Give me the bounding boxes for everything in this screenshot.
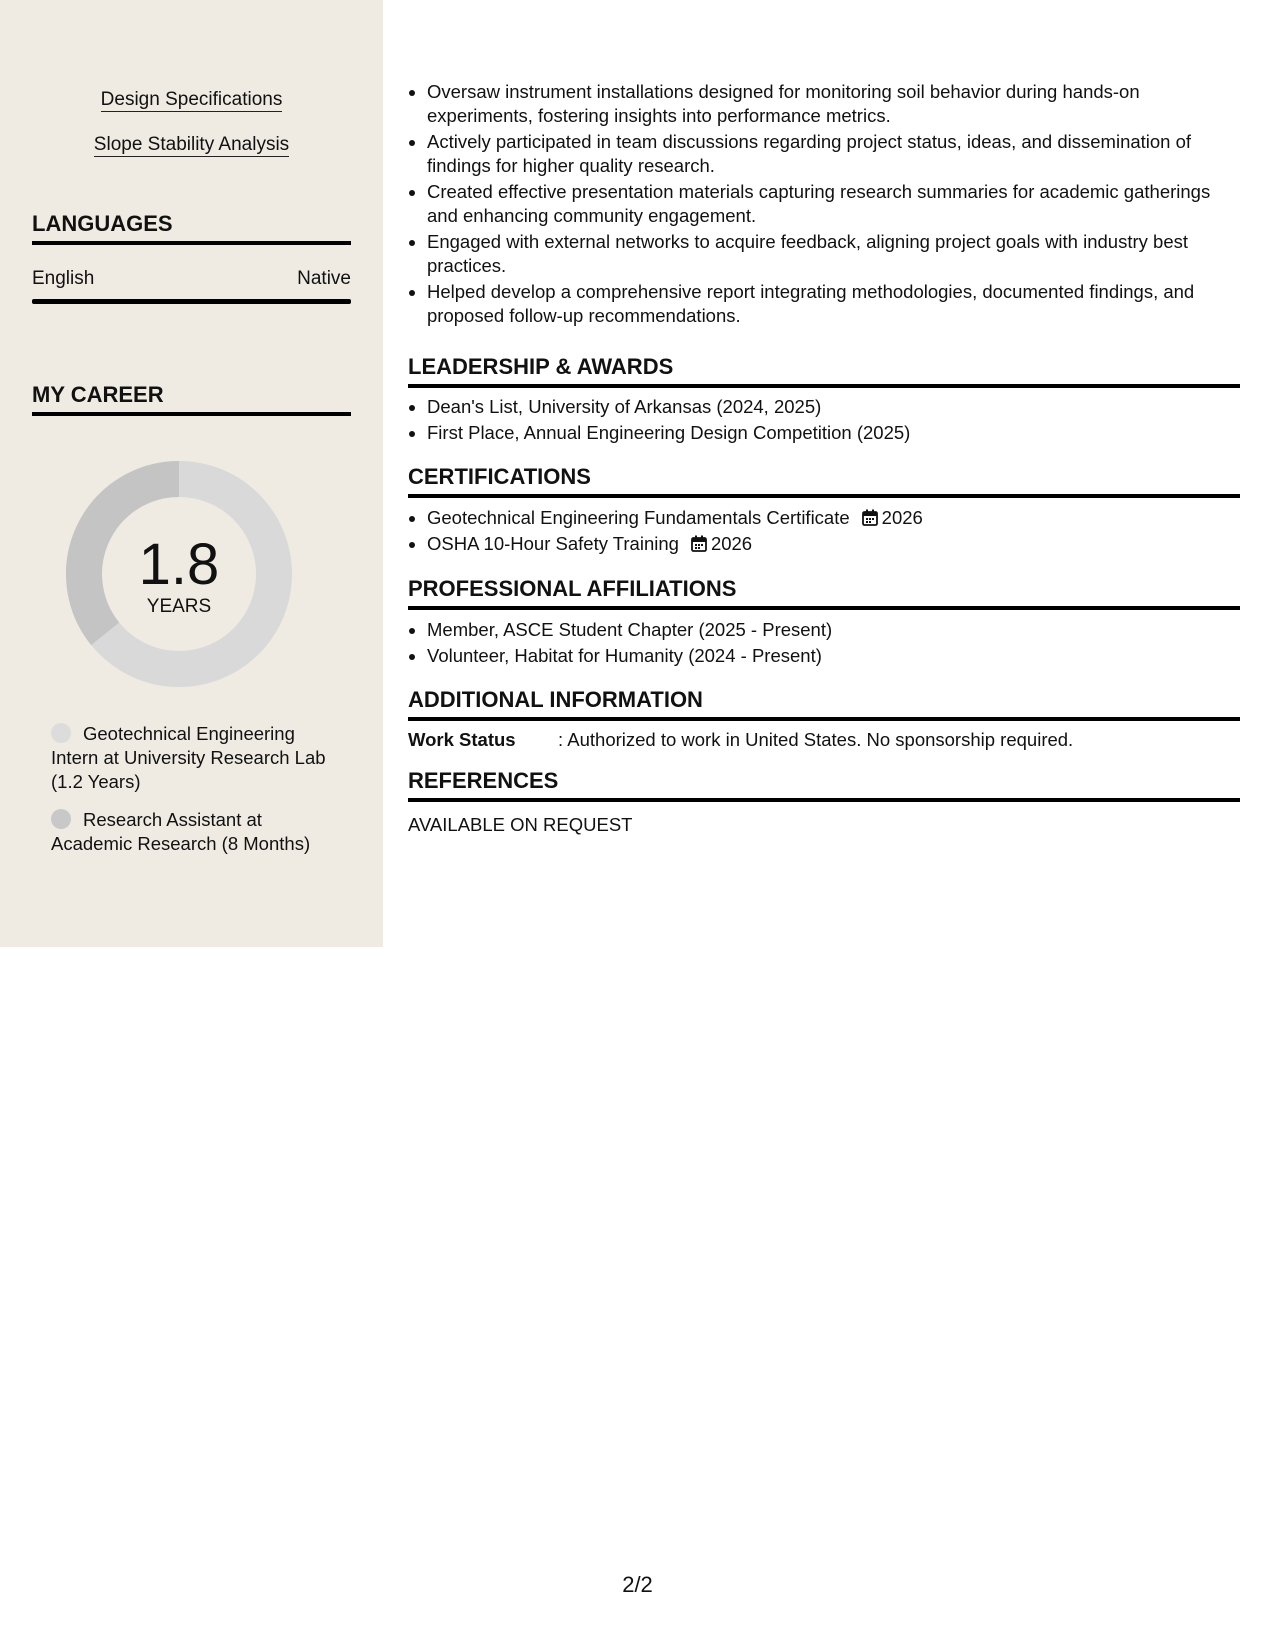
affiliation-item: • Member, ASCE Student Chapter (2025 - Present) [427,618,1240,642]
career-legend-item: Geotechnical Engineering Intern at University Research Lab (1.2 Years) [51,723,326,792]
language-level: Native [297,268,351,289]
skill-slope-stability-analysis[interactable]: Slope Stability Analysis [93,134,290,155]
experience-bullet: • Oversaw instrument installations designed for monitoring soil behavior during hands-on experiments, fostering insights into performance metrics. [427,80,1240,128]
calendar-icon [862,509,878,526]
experience-bullets [408,80,1240,330]
certifications-heading: CERTIFICATIONS [408,463,1240,498]
work-status-label: Work Status [408,729,516,750]
language-row [32,267,351,291]
career-total-unit: YEARS [146,596,212,617]
experience-bullet: • Engaged with external networks to acquire feedback, aligning project goals with industry best practices. [427,230,1240,278]
references-text: AVAILABLE ON REQUEST [408,814,633,835]
affiliations-list [408,618,1240,670]
calendar-icon [691,535,707,552]
skill-design-specifications[interactable]: Design Specifications [100,89,283,110]
language-name: English [32,268,95,289]
experience-bullet: • Created effective presentation materials capturing research summaries for academic gatherings and enhancing community engagement. [427,180,1240,228]
sidebar [0,0,383,947]
languages-heading: LANGUAGES [32,210,351,245]
references-heading: REFERENCES [408,767,1240,802]
experience-bullet: • Actively participated in team discussions regarding project status, ideas, and dissemination of findings for higher quality research. [427,130,1240,178]
legend-dot [51,723,71,743]
career-total-value: 1.8 [138,532,220,597]
leadership-item: • Dean's List, University of Arkansas (2024, 2025) [427,395,1240,419]
legend-dot [51,809,71,829]
language-proficiency-bar [32,299,351,304]
work-status-value: : Authorized to work in United States. No sponsorship required. [558,729,1074,750]
leadership-list [408,395,1240,447]
certification-item: • Geotechnical Engineering Fundamentals Certificate 2026 [427,506,1240,530]
leadership-heading: LEADERSHIP & AWARDS [408,353,1240,388]
affiliations-heading: PROFESSIONAL AFFILIATIONS [408,575,1240,610]
career-heading: MY CAREER [32,381,351,416]
affiliation-item: • Volunteer, Habitat for Humanity (2024 - Present) [427,644,1240,668]
certification-item: • OSHA 10-Hour Safety Training 2026 [427,532,1240,556]
career-legend-item: Research Assistant at Academic Research (8 Months) [51,809,311,854]
certifications-list [408,506,1240,558]
experience-bullet: • Helped develop a comprehensive report integrating methodologies, documented findings, and proposed follow-up recommendations. [427,280,1240,328]
leadership-item: • First Place, Annual Engineering Design Competition (2025) [427,421,1240,445]
work-status-row [408,728,1073,752]
additional-info-heading: ADDITIONAL INFORMATION [408,686,1240,721]
page-number: 2/2 [622,1572,653,1597]
